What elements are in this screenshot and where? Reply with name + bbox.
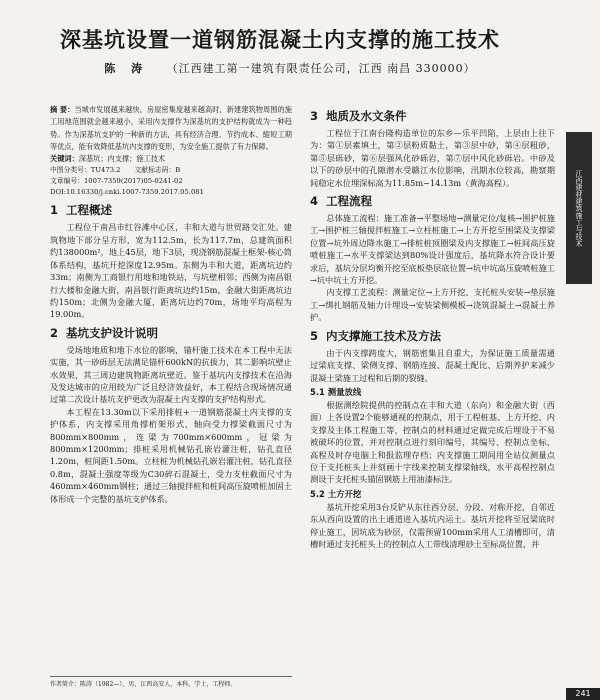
section-2-heading bbox=[50, 325, 292, 341]
section-5-title: 内支撑施工技术及方法 bbox=[326, 328, 442, 343]
subsection-5-1-heading: 5.1 测量放线 bbox=[310, 386, 362, 397]
document-code: 文献标志码：B bbox=[134, 166, 181, 175]
left-column bbox=[50, 104, 292, 505]
article-meta bbox=[50, 165, 292, 198]
section-3-paragraph-1: 工程位于江南台隆构造单位的东乡—乐平凹陷，上层由上往下为：第①层素填土，第②层粉质黏土，第③层中砂，第④层粗砂，第⑤层砾砂，第⑥层强风化砂砾岩，第⑦层中风化砂砾岩。中砂及以下的砂层中的孔隙潜水受赣江水位影响，汛期水位较高，勘察期间稳定水位埋深标高为11.85m~14.13m（黄海高程）。 bbox=[310, 128, 555, 188]
section-3-heading bbox=[310, 108, 555, 124]
byline bbox=[80, 60, 500, 76]
clc-number: 中图分类号：TU473.2 bbox=[50, 166, 121, 175]
subsection-5-2-heading: 5.2 土方开挖 bbox=[310, 488, 362, 499]
section-2-number: 2 bbox=[50, 325, 59, 340]
right-column bbox=[310, 104, 555, 550]
subsection-5-2-paragraph: 基坑开挖采用3台反铲从东往西分层、分段、对称开挖，自邻近东从西向设置的出土通道进入基坑内运土。基坑开挖将至冠梁底时停止施工，因坑底为砂层，仅需预留100mm采用人工清槽即可，清槽时通过支托桩头上的控制点人工带线清理砂土至标高位置，并 bbox=[310, 501, 555, 549]
author-name: 陈 涛 bbox=[104, 62, 149, 75]
section-2-title: 基坑支护设计说明 bbox=[66, 325, 159, 340]
section-5-paragraph-1: 由于内支撑跨度大，钢筋密集且自重大，为保证施工质量需通过梁底支撑、梁侧支撑、钢筋连接、混凝土配比、后期养护来减少混凝土梁施工过程和后期的裂缝。 bbox=[310, 347, 555, 383]
abstract-text: 当城市发展越来越快，房屋密集度越来越高时，新建建筑物周围的施工用地范围就会越来越小，采用内支撑作为深基坑的支护结构就成为一种趋势。作为深基坑支护的一种新的方法，具有经济合理、节约成本、缩短工期等优点，能有效降低基坑内支撑的变形，为安全施工提供了有力保障。 bbox=[50, 105, 292, 151]
section-1-heading bbox=[50, 202, 292, 218]
section-2-paragraph-2: 本工程在13.30m以下采用排桩+一道钢筋混凝土内支撑的支护体系，内支撑采用角撑桁架形式，轴向受力撑梁截面尺寸为800mm×800mm，连梁为700mm×600mm，冠梁为800mm×1200mm；排桩采用机械钻孔嵌岩灌注桩，钻孔直径1.20m，桩间距1.50m。立柱桩为机械钻孔嵌岩灌注桩，钻孔直径0.8m，混凝土强度等级为C30碎石混凝土，受力支柱截面尺寸为460mm×460mm钢柱；通过三轴搅拌桩和桩间高压旋喷桩加固土体形成一个完整的基坑支护体系。 bbox=[50, 406, 292, 504]
journal-side-strip bbox=[566, 132, 592, 284]
page-number: 241 bbox=[566, 688, 600, 700]
section-4-number: 4 bbox=[310, 194, 319, 209]
section-5-number: 5 bbox=[310, 328, 319, 343]
paper-title: 深基坑设置一道钢筋混凝土内支撑的施工技术 bbox=[60, 28, 500, 52]
section-1-number: 1 bbox=[50, 203, 59, 218]
author-affiliation: （江西建工第一建筑有限责任公司，江西 南昌 330000） bbox=[166, 62, 476, 75]
keywords: 深基坑；内支撑；施工技术 bbox=[78, 154, 166, 164]
section-4-paragraph-2: 内支撑工艺流程：测量定位→上方开挖、支托桩头安装→垫层施工→绑扎钢筋及轴力计埋设→安装梁侧模板→浇筑混凝土→混凝土养护。 bbox=[310, 287, 555, 323]
section-4-paragraph-1: 总体施工流程：施工准备→平整场地→测量定位/复核→围护桩施工→围护桩三轴搅拌桩施工→立柱桩施工→上方开挖至围梁及支撑梁位置→坑外周边降水施工→排桩桩顶圈梁及内支撑施工→桩间高压旋喷桩施工→水平支撑梁达到80%设计强度后，基坑降水符合设计要求后，基坑分层均衡开挖至底板垫层底位置→坑中坑高压旋喷桩施工→坑中坑土方开挖。 bbox=[310, 213, 555, 286]
doi: DOI:10.16330/j.cnki.1007-7359.2017.05.081 bbox=[50, 188, 204, 197]
section-1-paragraph-1: 工程位于南昌市红谷滩中心区，丰和大道与世贸路交汇处。建筑物地下部分呈方形，宽为112.5m，长为117.7m，总建筑面积约138000m²，地上45层，地下3层，现浇钢筋混凝土框架-核心筒体系结构，基坑开挖深度12.95m。东侧为丰和大道，距离坑边约33m；南侧为工商银行用地和地铁站，与坑壁相邻；西侧为南昌银行大楼和金融大街，南昌银行距离坑边约15m，金融大街距离坑边约150m；北侧为金融大厦，距离坑边约70m，场地平均高程为19.00m。 bbox=[50, 222, 292, 320]
author-footnote: 作者简介：陈涛（1982—），男，江西高安人，本科，学士，工程师。 bbox=[50, 676, 292, 688]
section-3-title: 地质及水文条件 bbox=[326, 109, 407, 123]
abstract bbox=[50, 104, 292, 165]
abstract-label: 摘 要： bbox=[50, 105, 75, 114]
section-3-number: 3 bbox=[310, 109, 319, 123]
side-strip-journal: 江西建材 bbox=[575, 169, 583, 198]
side-strip-column: 建筑施工与技术 bbox=[575, 197, 583, 247]
section-2-paragraph-1: 受场地地质和地下水位的影响，锚杆施工技术在本工程中无法实施，其一砂砾层无法满足锚杆600kN的抗拔力，其二影响坑壁止水效果，其三周边建筑物距离坑壁近。鉴于基坑内支撑技术在沿海及发达城市的应用较为广泛且经济效益好，本工程结合现场情况通过第二次设计基坑支护更改为混凝土内支撑的支护结构形式。 bbox=[50, 344, 292, 405]
section-5-heading bbox=[310, 328, 555, 344]
section-4-heading bbox=[310, 193, 555, 209]
section-4-title: 工程流程 bbox=[326, 194, 373, 209]
subsection-5-1-paragraph: 根据测绘院提供的控制点在丰和大道（东向）和金融大街（西面）上各设置2个能够通视的控制点，用于工程桩基、上方开挖、内支撑及主体工程施工等，控制点的材料通过定做完成后埋设于不易被破坏的位置，并对控制点进行刻印编号，其编号、控制点坐标、高程及时存电脑上和报监理存档；内支撑施工期间用全站仪测量点位于支托桩头上并刻画十字线来控制支撑梁轴线，水平高程控制点测设于支托桩头锚固钢筋上用油漆标注。 bbox=[310, 399, 555, 485]
article-number: 文章编号：1007-7359(2017)05-0241-02 bbox=[50, 177, 183, 186]
section-1-title: 工程概述 bbox=[66, 203, 113, 218]
keywords-label: 关键词： bbox=[50, 154, 79, 164]
